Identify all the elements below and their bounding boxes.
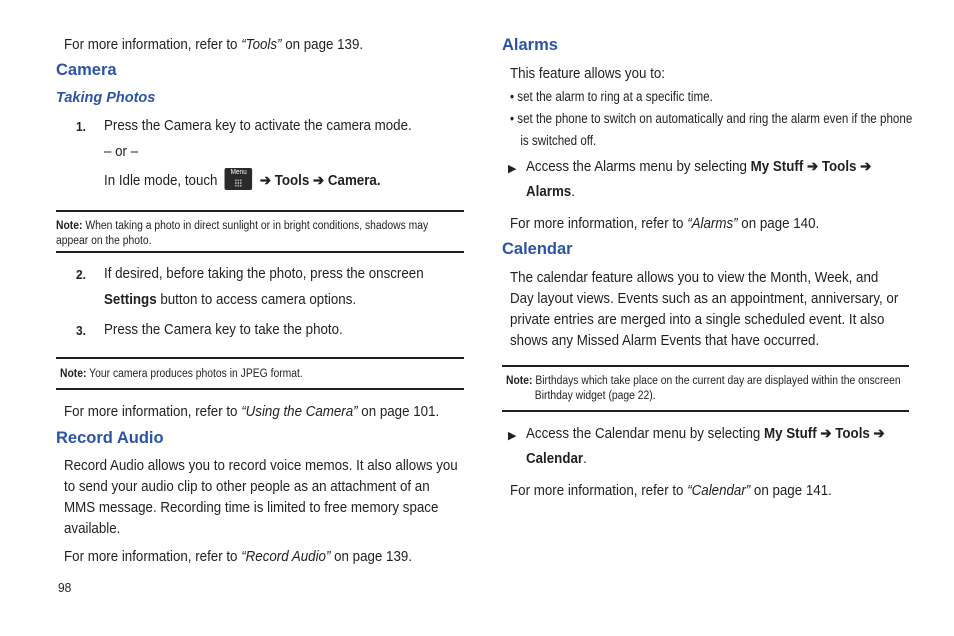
- alarms-bullet-2: • set the phone to switch on automatically and ring the alarm even if the phone is switched off.: [510, 111, 913, 148]
- note-1-top-rule: [56, 210, 464, 212]
- alarms-heading: Alarms: [502, 36, 558, 54]
- record-audio-link[interactable]: “Record Audio”: [241, 549, 331, 565]
- calendar-body: The calendar feature allows you to view the Month, Week, and Day layout views. Events such as an appointment, anniversary, or private entries are merged into a single scheduled event. It also shows any Missed Alarm Events that have occurred.: [510, 270, 899, 349]
- step-3-text: Press the Camera key to take the photo.: [104, 322, 343, 338]
- record-audio-reference: For more information, refer to “Record Audio” on page 139.: [64, 549, 413, 565]
- note-1: Note: When taking a photo in direct sunlight or in bright conditions, shadows may appear on the photo.: [56, 220, 429, 247]
- step-1-number: 1.: [76, 119, 86, 134]
- note-1-bottom-rule: [56, 251, 464, 253]
- calendar-access-line-1: Access the Calendar menu by selecting My Stuff ➔ Tools ➔: [526, 426, 885, 442]
- camera-heading: Camera: [56, 61, 117, 79]
- calendar-note-top-rule: [502, 365, 909, 367]
- page-number: 98: [58, 580, 72, 595]
- calendar-note-bottom-rule: [502, 410, 909, 412]
- alarms-intro: This feature allows you to:: [510, 66, 665, 82]
- step-3-number: 3.: [76, 323, 86, 338]
- record-audio-body: Record Audio allows you to record voice memos. It also allows you to send your audio clip to other people as an attachment of an MMS message. Recording time is limited to free memory space available.: [64, 458, 458, 537]
- alarms-reference: For more information, refer to “Alarms” on page 140.: [510, 216, 820, 232]
- using-the-camera-link[interactable]: “Using the Camera”: [241, 404, 358, 420]
- record-audio-heading: Record Audio: [56, 429, 164, 447]
- note-2-top-rule: [56, 357, 464, 359]
- calendar-reference: For more information, refer to “Calendar” on page 141.: [510, 483, 832, 499]
- alarms-link[interactable]: “Alarms”: [687, 216, 738, 232]
- calendar-link[interactable]: “Calendar”: [687, 483, 751, 499]
- calendar-heading: Calendar: [502, 240, 573, 258]
- settings-button-label: Settings: [104, 292, 157, 308]
- note-2-bottom-rule: [56, 388, 464, 390]
- camera-reference: For more information, refer to “Using the Camera” on page 101.: [64, 404, 440, 420]
- menu-button-icon: Menu: [225, 168, 253, 190]
- idle-mode-instruction: In Idle mode, touch Menu ➔ Tools ➔ Camera.: [104, 169, 381, 189]
- step-2-line-2: Settings button to access camera options.: [104, 292, 357, 308]
- tools-link[interactable]: “Tools”: [241, 37, 282, 53]
- step-2-number: 2.: [76, 267, 86, 282]
- alarms-access-line-1: Access the Alarms menu by selecting My Stuff ➔ Tools ➔: [526, 159, 872, 175]
- calendar-access-marker: ▶: [508, 430, 517, 442]
- alarms-bullet-1: • set the alarm to ring at a specific time.: [510, 89, 713, 104]
- note-2: Note: Your camera produces photos in JPEG format.: [60, 368, 303, 380]
- step-2-line-1: If desired, before taking the photo, press the onscreen: [104, 266, 424, 282]
- step-1-text: Press the Camera key to activate the camera mode.: [104, 118, 412, 134]
- intro-reference: For more information, refer to “Tools” on page 139.: [64, 37, 364, 53]
- alarms-access-marker: ▶: [508, 163, 517, 175]
- calendar-access-line-2: Calendar.: [526, 451, 587, 467]
- keypad-grid-icon: [235, 179, 242, 187]
- alarms-access-line-2: Alarms.: [526, 184, 575, 200]
- calendar-note: Note: Birthdays which take place on the current day are displayed within the onscreen Birthday widget (page 22).: [506, 375, 901, 402]
- or-separator: – or –: [104, 144, 139, 160]
- taking-photos-subheading: Taking Photos: [56, 90, 156, 106]
